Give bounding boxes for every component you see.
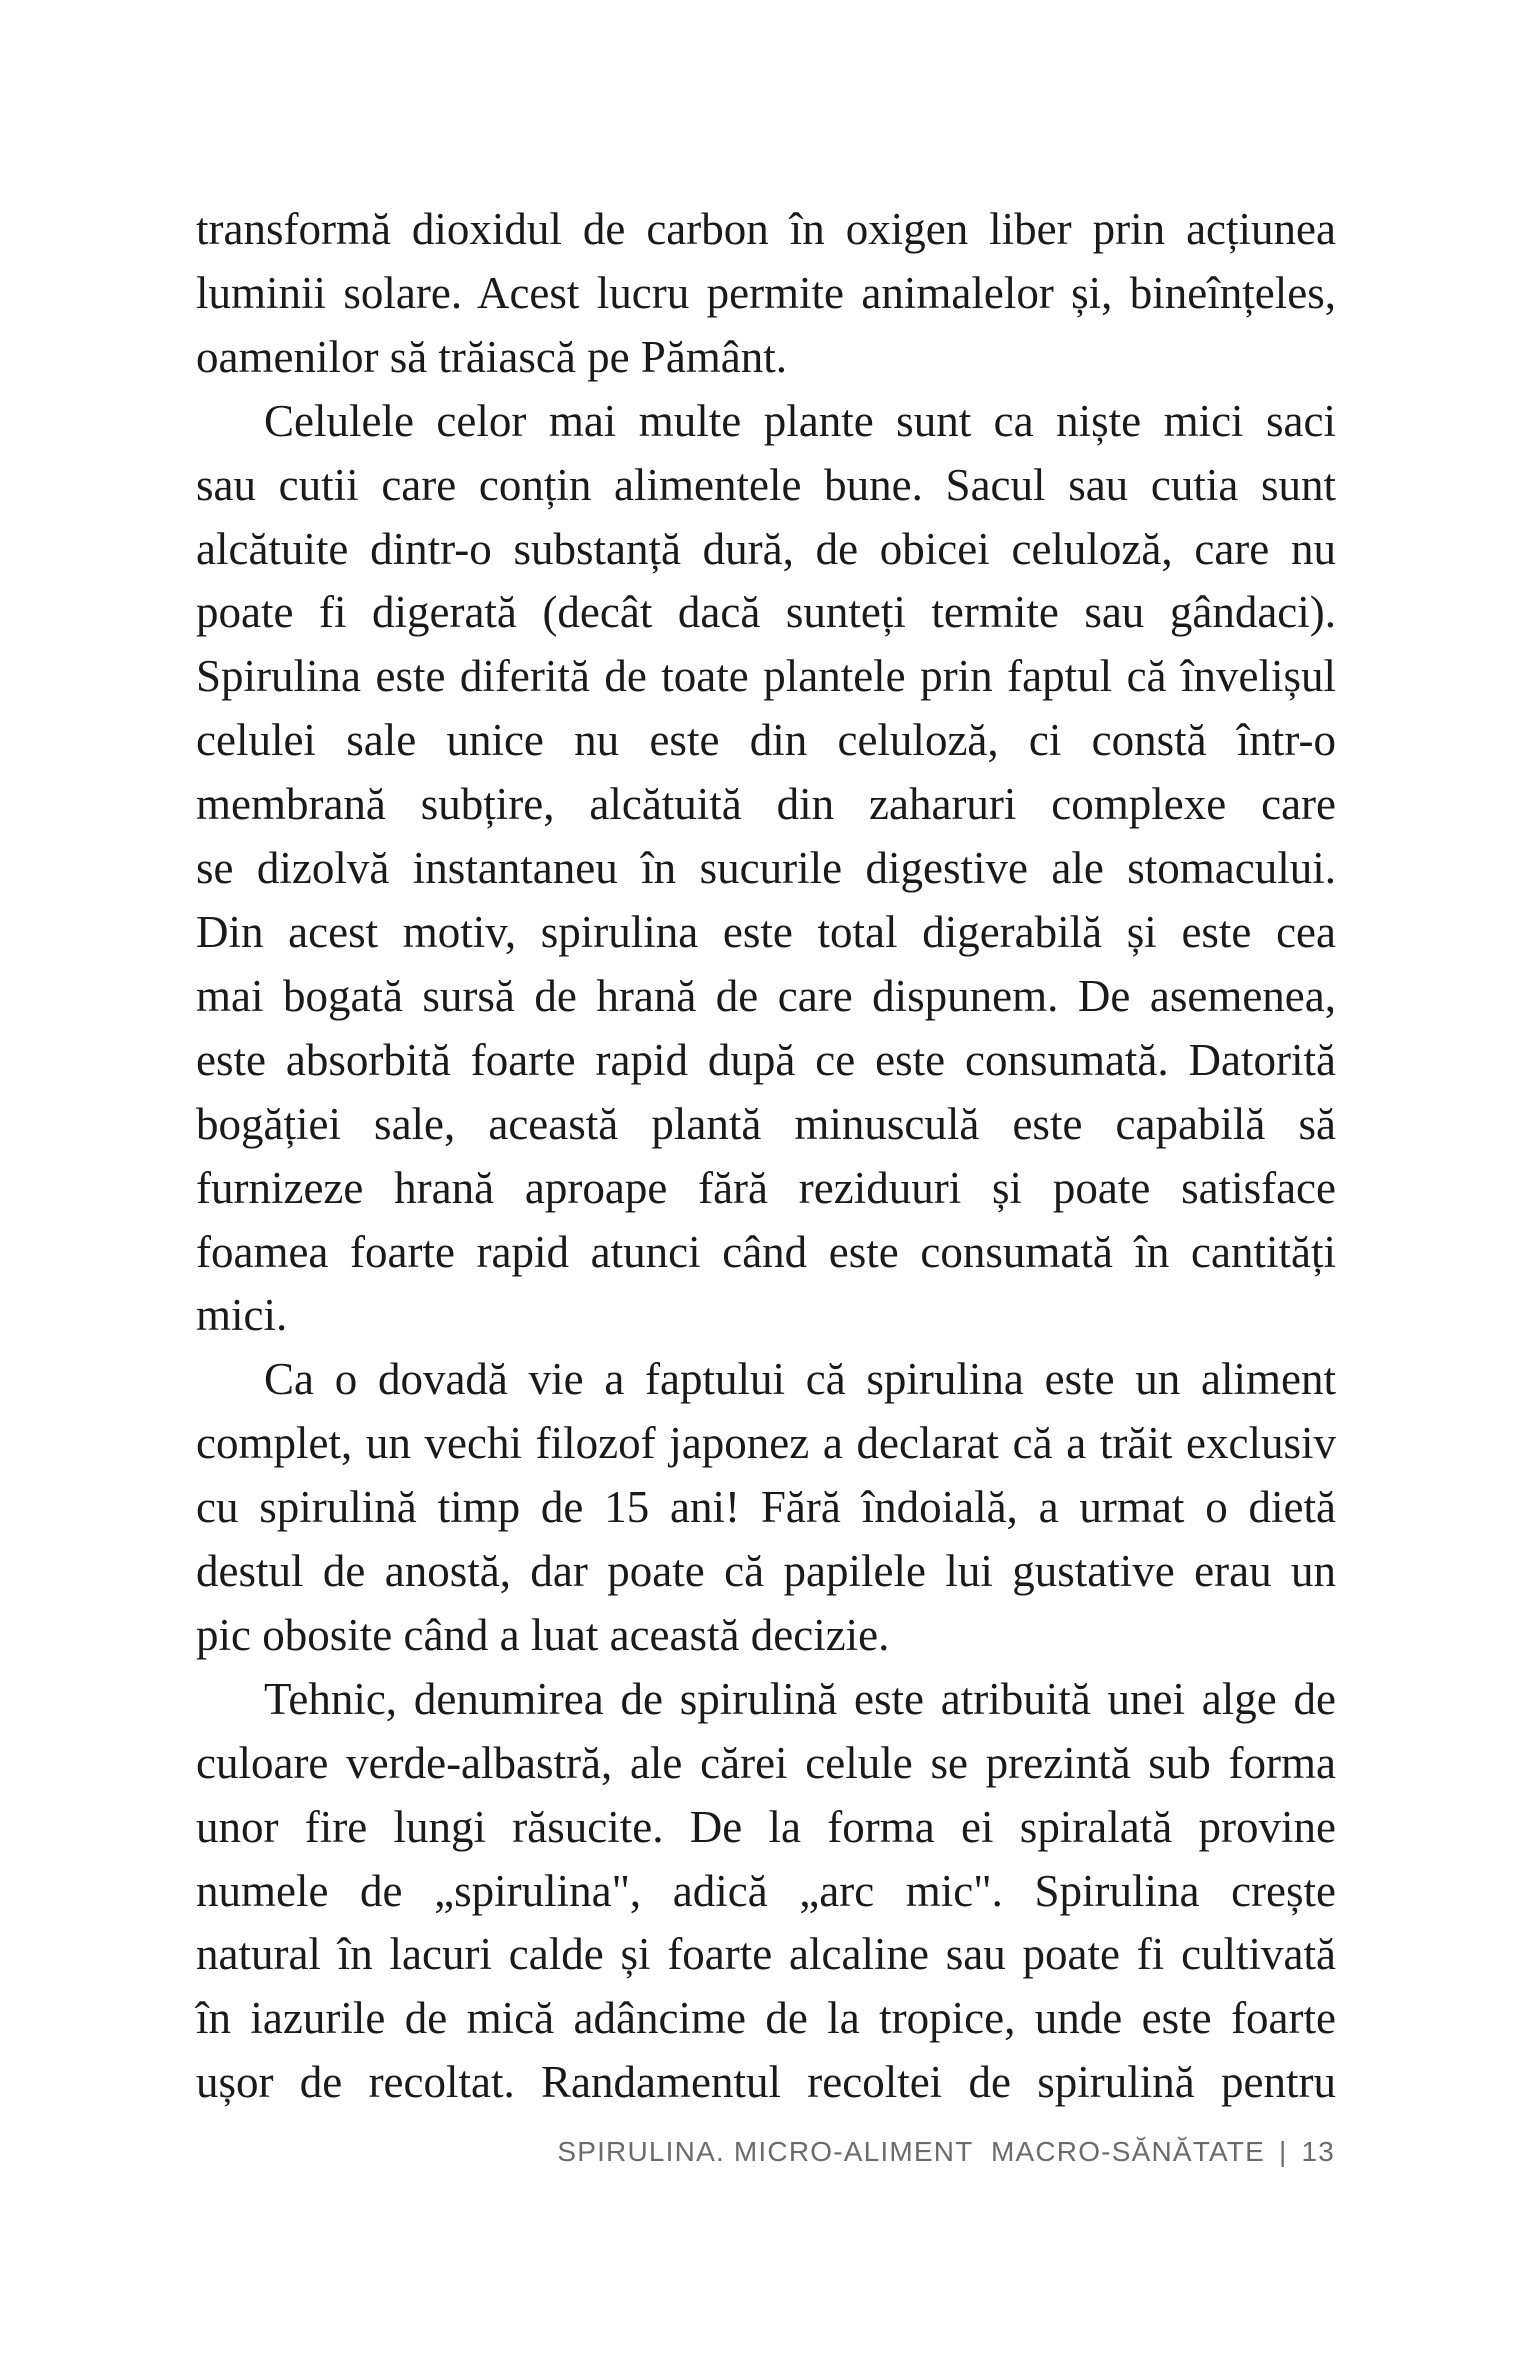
running-title: SPIRULINA. MICRO-ALIMENT MACRO-SĂNĂTATE (557, 2136, 1265, 2167)
text-line: se dizolvă instantaneu în sucurile digestive ale stomacului. (196, 843, 1336, 894)
page-number: 13 (1301, 2136, 1335, 2167)
body-text (196, 198, 1336, 2115)
text-line: poate fi digerată (decât dacă sunteți termite sau gândaci). (196, 587, 1336, 638)
text-line: ușor de recoltat. Randamentul recoltei de spirulină pentru (196, 2057, 1336, 2108)
text-line: foamea foarte rapid atunci când este consumată în cantități (196, 1226, 1336, 1277)
text-line: Tehnic, denumirea de spirulină este atribuită unei alge de (264, 1673, 1336, 1724)
text-line: transformă dioxidul de carbon în oxigen liber prin acțiunea (196, 204, 1336, 254)
text-line: în iazurile de mică adâncime de la tropice, unde este foarte (196, 1993, 1336, 2044)
text-line: este absorbită foarte rapid după ce este consumată. Datorită (196, 1034, 1336, 1085)
text-line: oamenilor să trăiască pe Pământ. (196, 331, 788, 382)
text-line: bogăției sale, această plantă minusculă este capabilă să (196, 1098, 1336, 1149)
text-line: Din acest motiv, spirulina este total digerabilă și este cea (196, 906, 1336, 957)
text-line: sau cutii care conțin alimentele bune. Sacul sau cutia sunt (196, 459, 1336, 510)
text-line: cu spirulină timp de 15 ani! Fără îndoială, a urmat o dietă (196, 1482, 1336, 1533)
text-line: Spirulina este diferită de toate plantele prin faptul că învelișul (196, 651, 1336, 702)
paragraph (196, 198, 1336, 390)
text-line: mai bogată sursă de hrană de care dispunem. De asemenea, (196, 970, 1336, 1021)
text-line: mici. (196, 1290, 288, 1341)
paragraph (196, 390, 1336, 1349)
text-line: culoare verde-albastră, ale cărei celule se prezintă sub forma (196, 1737, 1336, 1788)
text-line: furnizeze hrană aproape fără reziduuri și poate satisface (196, 1162, 1336, 1213)
paragraph (196, 1668, 1336, 2115)
text-line: unor fire lungi răsucite. De la forma ei spiralată provine (196, 1801, 1336, 1852)
text-line: alcătuite dintr-o substanță dură, de obicei celuloză, care nu (196, 523, 1336, 574)
text-line: pic obosite când a luat această decizie. (196, 1609, 890, 1660)
text-line: luminii solare. Acest lucru permite animalelor și, bineînțeles, (196, 267, 1336, 318)
text-line: natural în lacuri calde și foarte alcaline sau poate fi cultivată (196, 1929, 1336, 1980)
paragraph (196, 1348, 1336, 1668)
text-line: Celulele celor mai multe plante sunt ca niște mici saci (264, 395, 1336, 446)
page-footer (557, 2136, 1335, 2168)
text-line: Ca o dovadă vie a faptului că spirulina este un aliment (264, 1354, 1336, 1405)
text-line: destul de anostă, dar poate că papilele lui gustative erau un (196, 1546, 1336, 1597)
text-line: complet, un vechi filozof japonez a declarat că a trăit exclusiv (196, 1418, 1336, 1469)
text-line: numele de „spirulina", adică „arc mic". Spirulina crește (196, 1865, 1336, 1916)
text-line: celulei sale unice nu este din celuloză, ci constă într-o (196, 715, 1336, 766)
text-line: membrană subțire, alcătuită din zaharuri complexe care (196, 779, 1336, 830)
footer-separator: | (1278, 2136, 1288, 2167)
